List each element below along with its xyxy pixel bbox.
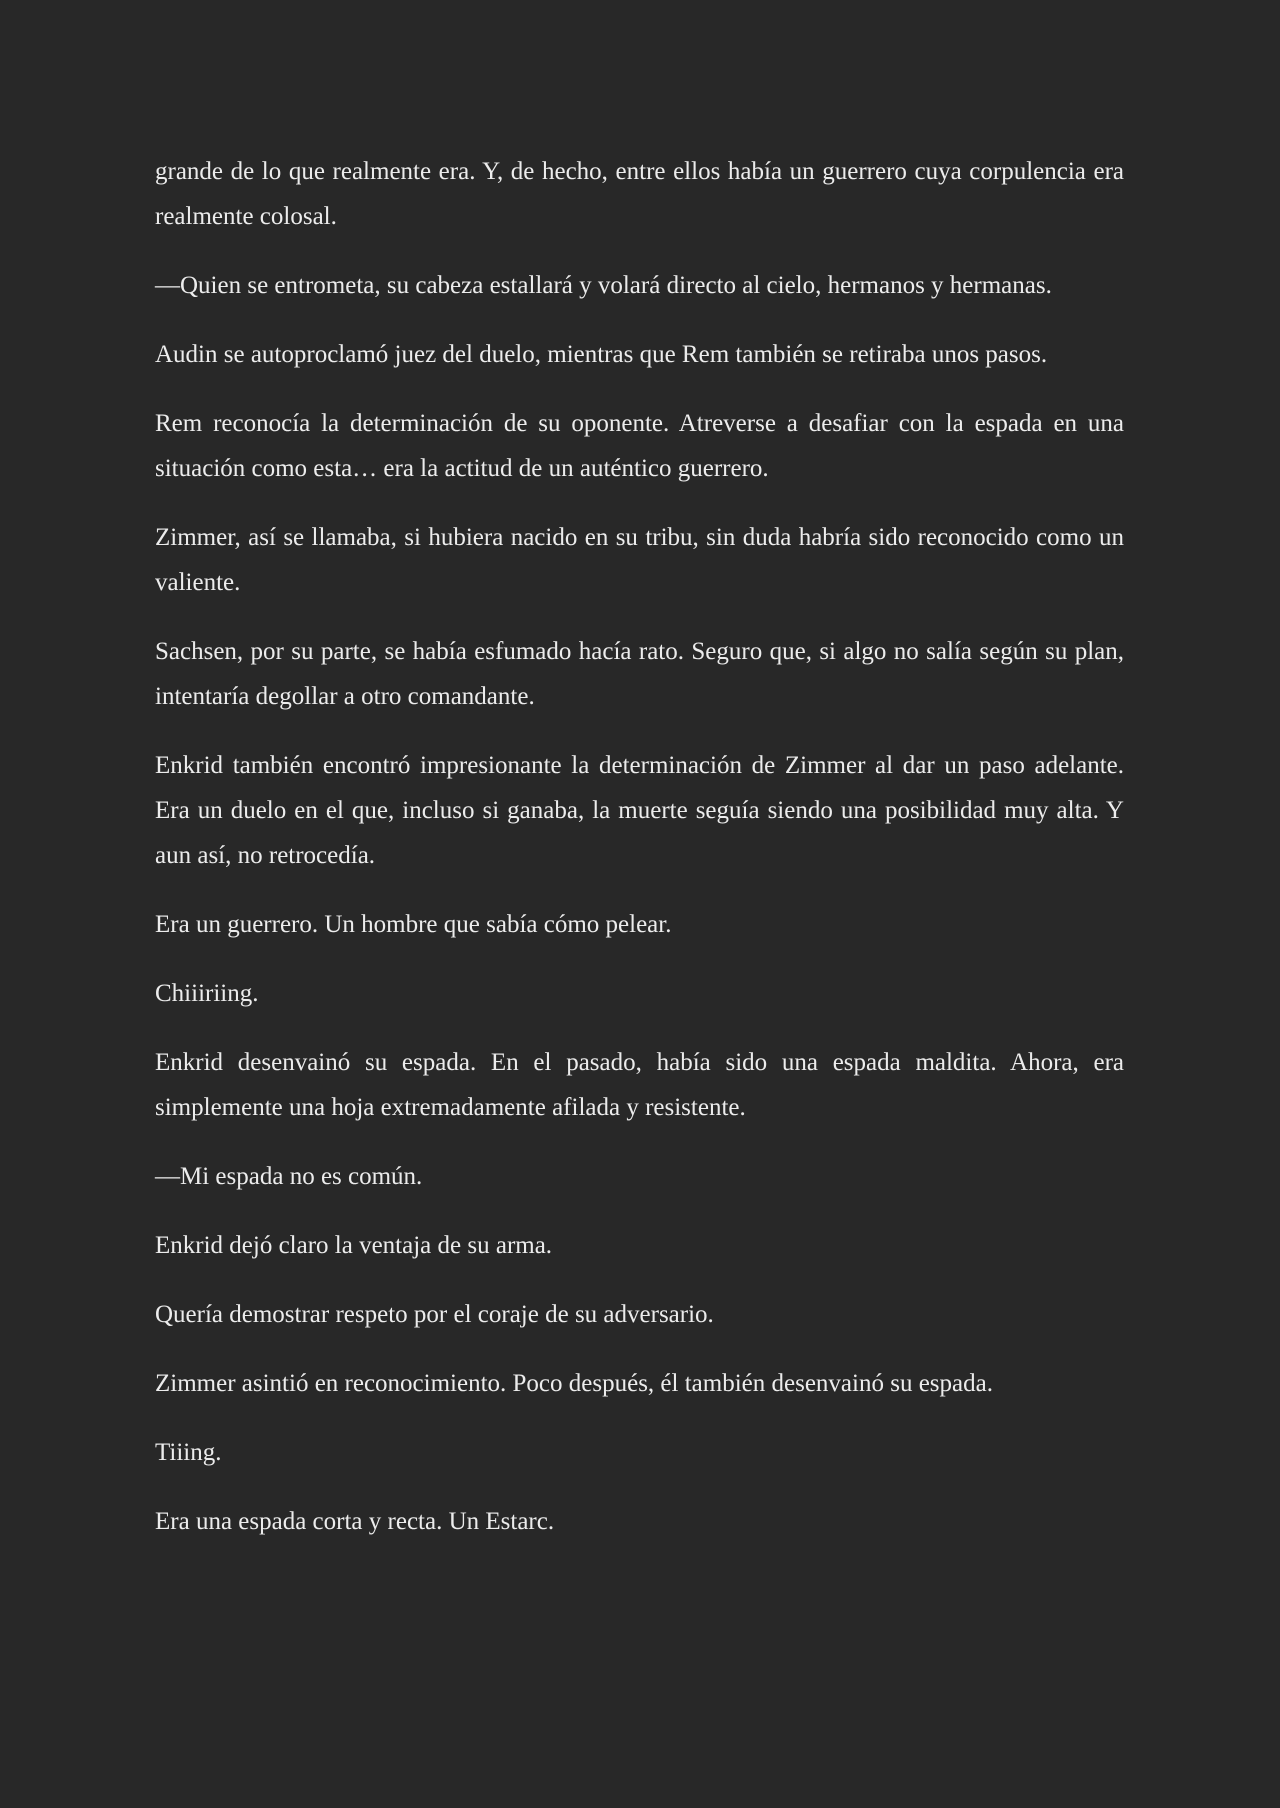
paragraph: Tiiing. [155,1439,222,1466]
paragraph: Zimmer asintió en reconocimiento. Poco después, él también desenvainó su espada. [155,1370,993,1397]
paragraph: Quería demostrar respeto por el coraje de su adversario. [155,1301,714,1328]
paragraph: Sachsen, por su parte, se había esfumado hacía rato. Seguro que, si algo no salía según su plan, intentaría degollar a otro comandante. [155,638,1124,710]
paragraph: Era una espada corta y recta. Un Estarc. [155,1508,555,1535]
paragraph: Era un guerrero. Un hombre que sabía cómo pelear. [155,911,672,938]
paragraph: Zimmer, así se llamaba, si hubiera nacido en su tribu, sin duda habría sido reconocido como un valiente. [155,524,1124,596]
paragraph: Chiiiriing. [155,980,259,1007]
paragraph: —Quien se entrometa, su cabeza estallará y volará directo al cielo, hermanos y hermanas. [155,272,1052,299]
paragraph: Enkrid dejó claro la ventaja de su arma. [155,1232,553,1259]
paragraph: grande de lo que realmente era. Y, de hecho, entre ellos había un guerrero cuya corpulencia era realmente colosal. [155,158,1124,230]
paragraph: Audin se autoproclamó juez del duelo, mientras que Rem también se retiraba unos pasos. [155,341,1048,368]
paragraph: —Mi espada no es común. [155,1163,423,1190]
paragraph: Enkrid desenvainó su espada. En el pasado, había sido una espada maldita. Ahora, era simplemente una hoja extremadamente afilada y resistente. [155,1049,1124,1121]
paragraph: Rem reconocía la determinación de su oponente. Atreverse a desafiar con la espada en una situación como esta… era la actitud de un auténtico guerrero. [155,410,1124,482]
paragraph: Enkrid también encontró impresionante la determinación de Zimmer al dar un paso adelante. Era un duelo en el que, incluso si ganaba, la muerte seguía siendo una posibilidad muy alta. Y aun así, no retrocedía. [155,752,1124,869]
document-page [155,149,1124,1568]
